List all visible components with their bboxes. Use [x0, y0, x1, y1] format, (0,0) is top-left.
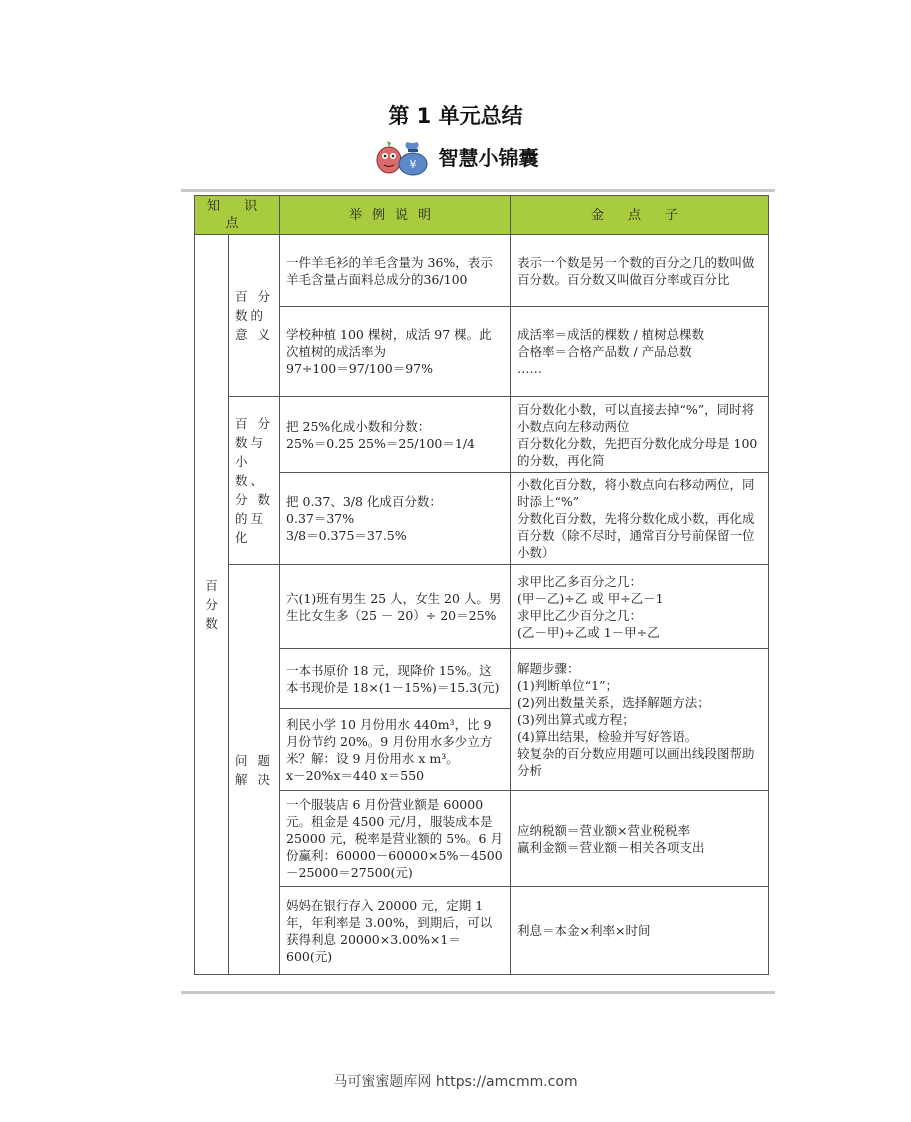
tip-cell: 利息＝本金×利率×时间: [511, 887, 769, 975]
table-row: [195, 649, 769, 709]
topic-label: 百分数: [205, 578, 220, 631]
tip-cell: 应纳税额＝营业额×营业税税率 赢利金额＝营业额－相关各项支出: [511, 791, 769, 887]
table-row: [195, 307, 769, 397]
header-tips: 金 点 子: [511, 196, 769, 235]
subtopic-cell: [229, 565, 280, 975]
topic-cell: [195, 235, 229, 975]
tip-cell: 小数化百分数，将小数点向右移动两位，同时添上“%” 分数化百分数，先将分数化成小数，再化成百分数（除不尽时，通常百分号前保留一位小数）: [511, 473, 769, 565]
subtopic-label: 百 分 数与 小数、分 数 的互 化: [235, 416, 273, 545]
example-cell: 把 0.37、3/8 化成百分数： 0.37＝37% 3/8＝0.375＝37.5%: [280, 473, 511, 565]
table-row: [195, 473, 769, 565]
subtopic-label: 问 题解 决: [235, 752, 273, 787]
svg-text:¥: ¥: [409, 158, 416, 171]
mascot-money-bag-icon: [373, 136, 431, 176]
table-row: [195, 887, 769, 975]
table-row: [195, 791, 769, 887]
example-cell: 利民小学 10 月份用水 440m³，比 9 月份节约 20%。9 月份用水多少立方米？解：设 9 月份用水 x m³。 x－20%x＝440 x＝550: [280, 709, 511, 791]
example-cell: 一本书原价 18 元，现降价 15%。这本书现价是 18×(1－15%)＝15.3(元): [280, 649, 511, 709]
summary-table: [194, 195, 769, 975]
page-title: 第 1 单元总结: [388, 104, 523, 128]
footer-source: 马可蜜蜜题库网 https://amcmm.com: [333, 1074, 578, 1090]
example-cell: 六(1)班有男生 25 人，女生 20 人。男生比女生多（25 － 20）÷ 20＝25%: [280, 565, 511, 649]
table-row: [195, 565, 769, 649]
tip-cell: 成活率＝成活的棵数 / 植树总棵数 合格率＝合格产品数 / 产品总数 ……: [511, 307, 769, 397]
top-divider: [181, 189, 775, 192]
subtitle-row: [0, 134, 911, 178]
example-cell: 妈妈在银行存入 20000 元，定期 1 年，年利率是 3.00%，到期后，可以获得利息 20000×3.00%×1＝600(元): [280, 887, 511, 975]
example-cell: 一个服装店 6 月份营业额是 60000 元。租金是 4500 元/月，服装成本是 25000 元，税率是营业额的 5%。6 月份赢利：60000－60000×5%－4500－25000＝27500(元): [280, 791, 511, 887]
example-cell: 学校种植 100 棵树，成活 97 棵。此次植树的成活率为 97÷100＝97/100＝97%: [280, 307, 511, 397]
example-cell: 一件羊毛衫的羊毛含量为 36%，表示羊毛含量占面料总成分的36/100: [280, 235, 511, 307]
header-example: 举例说明: [280, 196, 511, 235]
subtopic-cell: [229, 397, 280, 565]
table-row: [195, 235, 769, 307]
tip-cell: 解题步骤： (1)判断单位“1”； (2)列出数量关系，选择解题方法； (3)列出算式或方程； (4)算出结果，检验并写好答语。 较复杂的百分数应用题可以画出线段图帮助分析: [511, 649, 769, 791]
header-knowledge: 知 识 点: [195, 196, 280, 235]
tip-cell: 百分数化小数，可以直接去掉“%”，同时将小数点向左移动两位 百分数化分数，先把百分数化成分母是 100 的分数，再化简: [511, 397, 769, 473]
example-cell: 把 25%化成小数和分数： 25%＝0.25 25%＝25/100＝1/4: [280, 397, 511, 473]
section-subtitle: 智慧小锦囊: [438, 145, 539, 170]
subtopic-cell: [229, 235, 280, 397]
table-header-row: [195, 196, 769, 235]
summary-table-container: [181, 189, 775, 995]
subtopic-label: 百 分 数的 意 义: [235, 289, 273, 342]
tip-cell: 求甲比乙多百分之几： (甲－乙)÷乙 或 甲÷乙－1 求甲比乙少百分之几： (乙－甲)÷乙或 1－甲÷乙: [511, 565, 769, 649]
table-row: [195, 397, 769, 473]
bottom-divider: [181, 991, 775, 994]
tip-cell: 表示一个数是另一个数的百分之几的数叫做百分数。百分数又叫做百分率或百分比: [511, 235, 769, 307]
